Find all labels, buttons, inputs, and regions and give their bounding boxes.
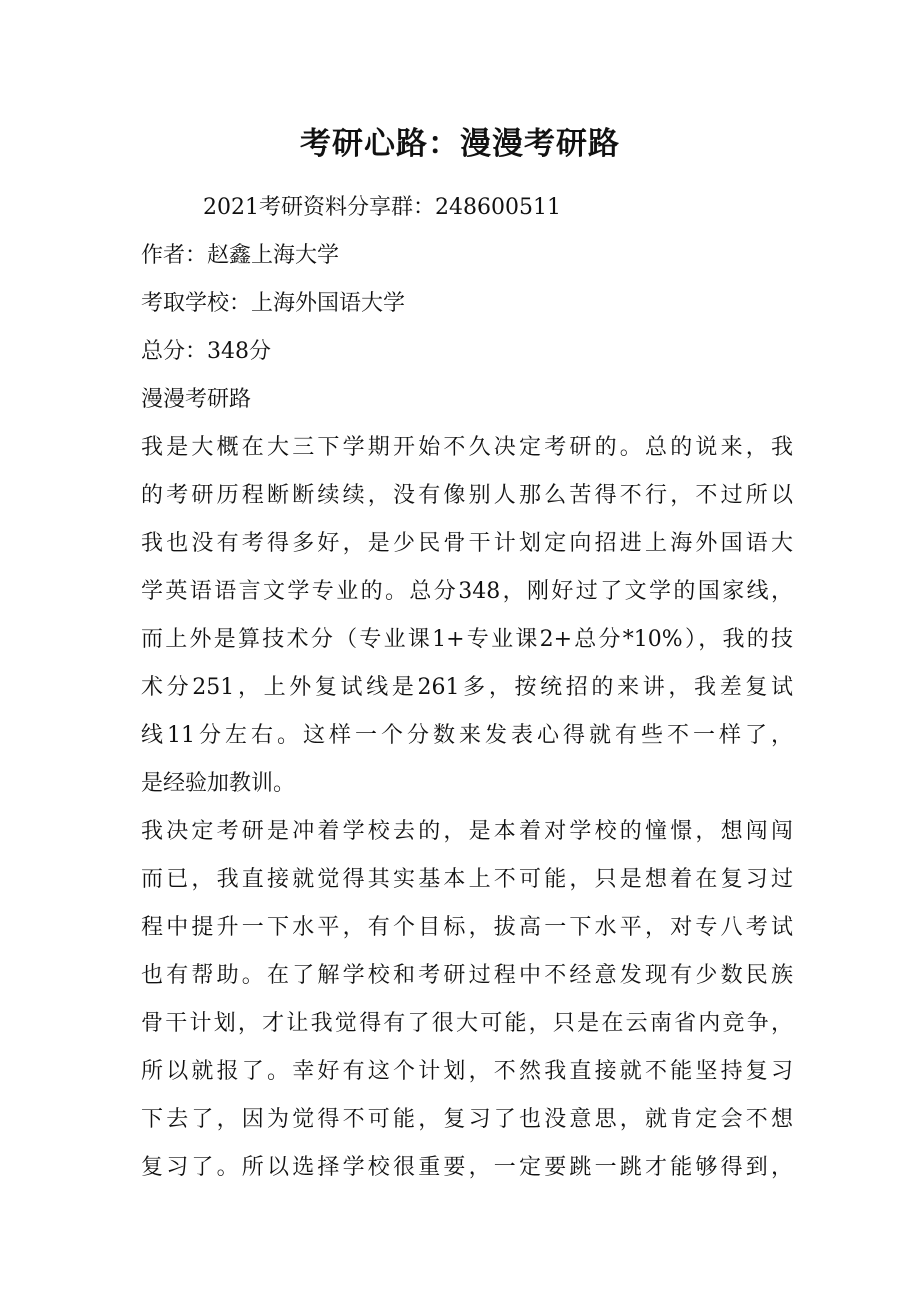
section-heading: 漫漫考研路 xyxy=(141,387,252,412)
school-line: 考取学校：上海外国语大学 xyxy=(141,291,406,316)
paragraph-line: 骨干计划，才让我觉得有了很大可能，只是在云南省内竞争， xyxy=(141,1011,793,1036)
paragraph-line: 所以就报了。幸好有这个计划，不然我直接就不能坚持复习 xyxy=(141,1059,793,1084)
paragraph-line: 而上外是算技术分（专业课1+专业课2+总分*10%），我的技 xyxy=(141,627,793,652)
paragraph-2 xyxy=(141,812,793,1196)
paragraph-line: 而已，我直接就觉得其实基本上不可能，只是想着在复习过 xyxy=(141,867,793,892)
paragraph-line: 我也没有考得多好，是少民骨干计划定向招进上海外国语大 xyxy=(141,531,793,556)
study-group-line: 2021考研资料分享群：248600511 xyxy=(203,195,561,220)
paragraph-line: 的考研历程断断续续，没有像别人那么苦得不行，不过所以 xyxy=(141,483,793,508)
score-line: 总分：348分 xyxy=(141,339,271,364)
paragraph-line: 程中提升一下水平，有个目标，拔高一下水平，对专八考试 xyxy=(141,915,793,940)
paragraph-line: 术分251，上外复试线是261多，按统招的来讲，我差复试 xyxy=(141,675,793,700)
paragraph-line: 我决定考研是冲着学校去的，是本着对学校的憧憬，想闯闯 xyxy=(141,819,793,844)
paragraph-line: 复习了。所以选择学校很重要，一定要跳一跳才能够得到， xyxy=(141,1155,793,1180)
paragraph-line: 我是大概在大三下学期开始不久决定考研的。总的说来，我 xyxy=(141,435,793,460)
author-line: 作者：赵鑫上海大学 xyxy=(141,243,340,268)
paragraph-line: 线11分左右。这样一个分数来发表心得就有些不一样了， xyxy=(141,723,793,748)
paragraph-line: 学英语语言文学专业的。总分348，刚好过了文学的国家线， xyxy=(141,579,793,604)
paragraph-line: 是经验加教训。 xyxy=(141,771,296,796)
document-body xyxy=(141,188,793,1196)
document-title: 考研心路：漫漫考研路 xyxy=(300,126,620,162)
paragraph-line: 下去了，因为觉得不可能，复习了也没意思，就肯定会不想 xyxy=(141,1107,793,1132)
paragraph-1 xyxy=(141,428,793,812)
paragraph-line: 也有帮助。在了解学校和考研过程中不经意发现有少数民族 xyxy=(141,963,793,988)
